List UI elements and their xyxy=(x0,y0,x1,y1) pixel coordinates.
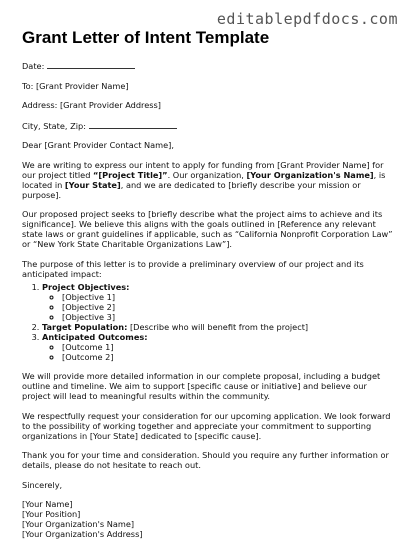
city-blank-line[interactable] xyxy=(89,120,177,129)
intro-text-1: We are writing to express our intent to apply for funding from [Grant Provider Name] for our project titled xyxy=(22,159,384,180)
intro-text-3: , is located in xyxy=(22,169,386,190)
proposal-paragraph: We will provide more detailed information in our complete proposal, including a budget outline and timeline. We aim to support [specific cause or initiative] and believe our project will lead to meaningful results within the community. xyxy=(22,371,381,401)
thanks-paragraph: Thank you for your time and consideration. Should you require any further information or details, please do not hesitate to reach out. xyxy=(22,450,389,470)
project-paragraph: Our proposed project seeks to [briefly describe what the project aims to achieve and its significance]. We believe this aligns with the goals outlined in [Reference any relevant state laws or grant guidelines if applicable, such as “California Nonprofit Corporation Law” or “New York State Charitable Organizations Law”]. xyxy=(22,209,393,249)
intro-paragraph xyxy=(22,160,394,200)
date-blank-line[interactable] xyxy=(47,60,135,69)
city-field xyxy=(22,120,394,131)
objectives-sublist xyxy=(42,292,394,322)
objectives-label: Project Objectives: xyxy=(42,281,130,292)
document-title: Grant Letter of Intent Template xyxy=(22,28,270,47)
state-placeholder: [Your State] xyxy=(64,179,121,190)
signature-organization: [Your Organization's Name] xyxy=(22,519,135,529)
outcomes-label: Anticipated Outcomes: xyxy=(42,331,148,342)
to-field: To: [Grant Provider Name] xyxy=(22,80,129,91)
signature-name: [Your Name] xyxy=(22,499,73,509)
site-watermark: editablepdfdocs.com xyxy=(216,10,398,28)
request-paragraph: We respectfully request your consideration for our upcoming application. We look forward to the possibility of working together and appreciate your commitment to supporting organizations in [Your State] dedicated to [specific cause]. xyxy=(22,410,391,441)
signature-position: [Your Position] xyxy=(22,509,81,519)
signature-block xyxy=(22,499,394,539)
list-item: ◦ [Outcome 2] xyxy=(62,352,394,362)
target-population-label: Target Population: xyxy=(42,321,128,332)
outcomes-sublist xyxy=(42,342,394,362)
salutation: Dear [Grant Provider Contact Name], xyxy=(22,140,174,150)
date-field xyxy=(22,60,394,71)
city-label: City, State, Zip: xyxy=(22,120,86,131)
project-title-placeholder: “[Project Title]” xyxy=(93,169,168,180)
closing: Sincerely, xyxy=(22,479,63,490)
intro-text-4: , and we are dedicated to [briefly describe your mission or purpose]. xyxy=(22,179,361,200)
list-item: ◦ [Objective 3] xyxy=(62,312,394,322)
purpose-paragraph: The purpose of this letter is to provide a preliminary overview of our project and its anticipated impact: xyxy=(22,258,364,279)
address-field: Address: [Grant Provider Address] xyxy=(22,100,162,110)
date-label: Date: xyxy=(22,61,45,71)
signature-address: [Your Organization's Address] xyxy=(22,529,143,539)
impact-list xyxy=(22,282,394,362)
list-item: ◦ [Objective 2] xyxy=(62,302,394,312)
list-item-outcomes xyxy=(42,332,394,362)
intro-text-2: . Our organization, xyxy=(167,169,247,180)
letter-document xyxy=(22,28,394,539)
list-item: ◦ [Objective 1] xyxy=(62,292,394,302)
list-item: ◦ [Outcome 1] xyxy=(62,342,394,352)
list-item-target-population xyxy=(42,322,394,332)
target-population-text: [Describe who will benefit from the project] xyxy=(127,321,309,332)
list-item-objectives xyxy=(42,282,394,322)
organization-name-placeholder: [Your Organization's Name] xyxy=(246,169,374,180)
